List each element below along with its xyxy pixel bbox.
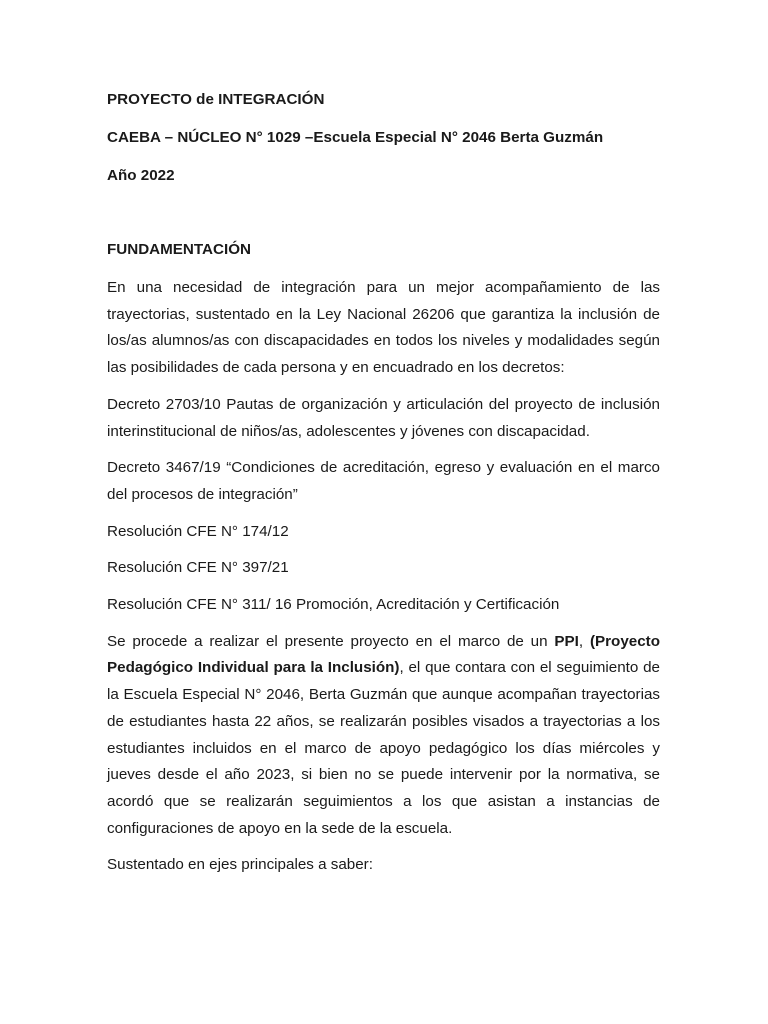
paragraph-resolucion-174: Resolución CFE N° 174/12 bbox=[107, 522, 289, 540]
paragraph-decreto-2703: Decreto 2703/10 Pautas de organización y articulación del proyecto de inclusión interinstitucional de niños/as, adolescentes y jóvenes con discapacidad. bbox=[107, 395, 660, 440]
ppi-text-post: , el que contara con el seguimiento de la Escuela Especial N° 2046, Berta Guzmán que aunque acompañan trayectorias de estudiantes hasta 22 años, se realizarán posibles visados a trayectorias a los estudiantes incluidos en el marco de apoyo pedagógico los días miércoles y jueves desde el año 2023, si bien no se puede intervenir por la normativa, se acordó que se realizarán seguimientos a los que asistan a instancias de configuraciones de apoyo en la sede de la escuela. bbox=[107, 659, 660, 837]
section-heading: FUNDAMENTACIÓN bbox=[107, 241, 251, 258]
paragraph-resolucion-311: Resolución CFE N° 311/ 16 Promoción, Acreditación y Certificación bbox=[107, 596, 560, 614]
paragraph-ppi bbox=[107, 629, 660, 843]
document-page bbox=[107, 88, 660, 889]
ppi-separator: , bbox=[578, 632, 590, 650]
paragraph-decreto-3467: Decreto 3467/19 “Condiciones de acreditación, egreso y evaluación en el marco del procesos de integración” bbox=[107, 459, 660, 503]
document-title: PROYECTO de INTEGRACIÓN bbox=[107, 91, 325, 108]
document-year: Año 2022 bbox=[107, 167, 175, 184]
paragraph-ejes: Sustentado en ejes principales a saber: bbox=[107, 856, 373, 874]
document-subtitle: CAEBA – NÚCLEO N° 1029 –Escuela Especial N° 2046 Berta Guzmán bbox=[107, 129, 604, 146]
paragraph-resolucion-397: Resolución CFE N° 397/21 bbox=[107, 559, 289, 577]
paragraph-intro: En una necesidad de integración para un mejor acompañamiento de las trayectorias, sustentado en la Ley Nacional 26206 que garantiza la inclusión de los/as alumnos/as con discapacidades en todos los niveles y modalidades según las posibilidades de cada persona y en encuadrado en los decretos: bbox=[107, 279, 660, 377]
ppi-text-pre: Se procede a realizar el presente proyecto en el marco de un bbox=[107, 632, 555, 650]
ppi-bold: PPI bbox=[554, 632, 579, 650]
ppi-full-name-bold: (Proyecto Pedagógico Individual para la Inclusión) bbox=[107, 632, 660, 677]
